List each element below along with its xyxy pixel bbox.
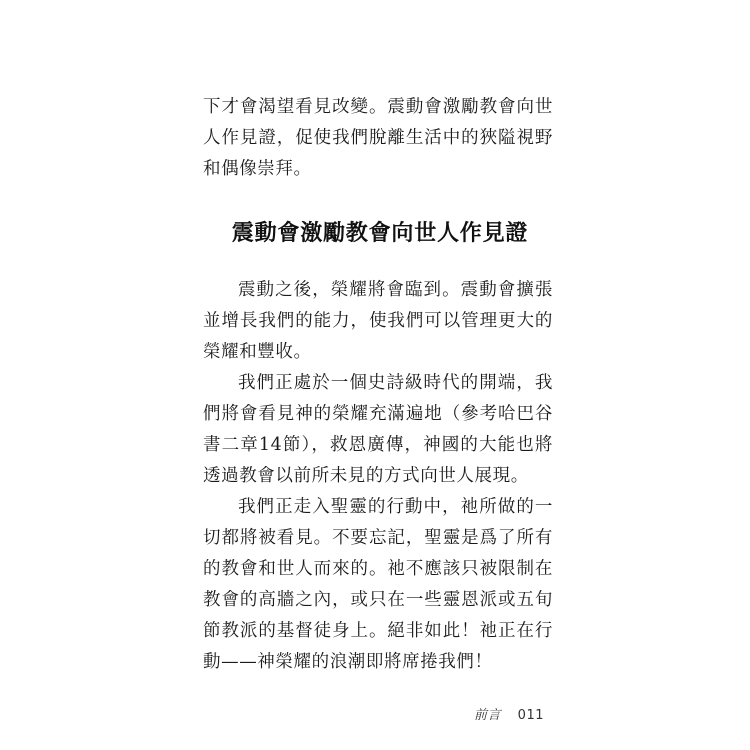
intro-paragraph: 下才會渴望看見改變。震動會激勵教會向世人作見證，促使我們脫離生活中的狹隘視野和偶像崇拜。	[203, 97, 553, 179]
body-paragraph-1: 震動之後，榮耀將會臨到。震動會擴張並增長我們的能力，使我們可以管理更大的榮耀和豐收。	[203, 280, 553, 362]
page-footer	[474, 704, 544, 723]
section-heading: 震動會激勵教會向世人作見證	[231, 221, 529, 246]
body-paragraph-3: 我們正走入聖靈的行動中，祂所做的一切都將被看見。不要忘記，聖靈是爲了所有的教會和世人而來的。祂不應該只被限制在教會的高牆之內，或只在一些靈恩派或五旬節教派的基督徒身上。絕非如此！祂正在行動——神榮耀的浪潮即將席捲我們！	[203, 497, 553, 672]
footer-section-name: 前言	[474, 708, 502, 723]
section-body	[203, 275, 553, 678]
page-number: 011	[517, 708, 544, 723]
body-paragraph-2: 我們正處於一個史詩級時代的開端，我們將會看見神的榮耀充滿遍地（參考哈巴谷書二章14節），救恩廣傳，神國的大能也將透過教會以前所未見的方式向世人展現。	[203, 373, 553, 486]
